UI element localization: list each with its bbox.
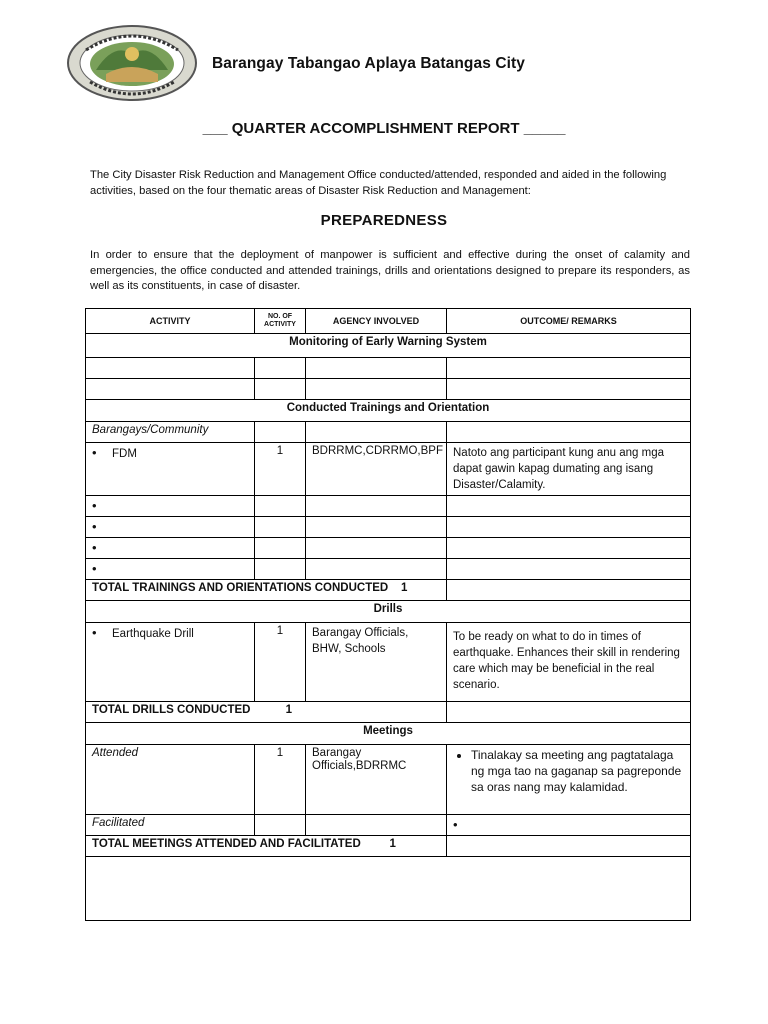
meetings-attended-agency: Barangay Officials,BDRRMC: [306, 745, 447, 815]
bullet-icon: [453, 820, 473, 832]
organization-name: Barangay Tabangao Aplaya Batangas City: [212, 55, 526, 72]
trainings-total-cell: [86, 580, 447, 601]
bullet-icon: [92, 522, 112, 534]
table-row: [86, 745, 691, 815]
bullet-icon: [92, 501, 112, 513]
table-row: [86, 559, 691, 580]
trainings-subheader: Barangays/Community: [86, 422, 255, 443]
report-title: ___ QUARTER ACCOMPLISHMENT REPORT _____: [202, 120, 566, 137]
drills-total-value: 1: [285, 704, 293, 716]
meetings-group-row: [86, 723, 691, 745]
training-activity: FDM: [112, 448, 137, 460]
header-outcome: OUTCOME/ REMARKS: [447, 309, 691, 334]
trainings-subheader-row: [86, 422, 691, 443]
barangay-seal-icon: [66, 24, 198, 102]
meetings-title: Meetings: [86, 723, 691, 745]
drills-total-label: TOTAL DRILLS CONDUCTED: [92, 704, 251, 716]
table-row: [86, 815, 691, 836]
drill-activity: Earthquake Drill: [112, 628, 194, 640]
meetings-attended-count: 1: [255, 745, 306, 815]
trainings-total-value: 1: [401, 582, 408, 594]
drill-remarks: To be ready on what to do in times of earthquake. Enhances their skill in rendering care which may be beneficial in the real scenario.: [447, 623, 691, 702]
bullet-icon: [92, 628, 112, 640]
training-activity-cell: [86, 443, 255, 496]
header-agency: AGENCY INVOLVED: [306, 309, 447, 334]
drill-activity-cell: [86, 623, 255, 702]
table-row: [86, 517, 691, 538]
table-row: [86, 496, 691, 517]
header-no-of-activity: NO. OF ACTIVITY: [255, 309, 306, 334]
table-header-row: [86, 309, 691, 334]
table-row: [86, 538, 691, 559]
drills-total-row: [86, 702, 691, 723]
meetings-facilitated-label: Facilitated: [86, 815, 255, 836]
training-remarks: Natoto ang participant kung anu ang mga dapat gawin kapag dumating ang isang Disaster/Calamity.: [447, 443, 691, 496]
meetings-total-row: [86, 836, 691, 857]
table-row: [86, 623, 691, 702]
monitoring-title: Monitoring of Early Warning System: [86, 334, 691, 358]
table-row: [86, 358, 691, 379]
bullet-icon: [92, 543, 112, 555]
trainings-group-row: [86, 400, 691, 422]
meetings-attended-remarks: • Tinalakay sa meeting ang pagtatalaga ng mga tao na gaganap sa pagreponde sa oras nang may kalamidad.: [471, 747, 684, 795]
intro-paragraph: The City Disaster Risk Reduction and Management Office conducted/attended, responded and aided in the following activities, based on the four thematic areas of Disaster Risk Reduction and Management:: [90, 169, 667, 197]
meetings-total-cell: [86, 836, 447, 857]
training-count: 1: [255, 443, 306, 496]
trainings-title: Conducted Trainings and Orientation: [86, 400, 691, 422]
header-activity: ACTIVITY: [86, 309, 255, 334]
meetings-total-value: 1: [389, 838, 396, 850]
trainings-total-row: [86, 580, 691, 601]
accomplishment-table: [85, 308, 691, 921]
meetings-attended-label: Attended: [86, 745, 255, 815]
training-agency: BDRRMC,CDRRMO,BPF: [306, 443, 447, 496]
drill-agency: Barangay Officials, BHW, Schools: [306, 623, 447, 702]
meetings-total-label: TOTAL MEETINGS ATTENDED AND FACILITATED: [92, 838, 361, 850]
monitoring-group-row: [86, 334, 691, 358]
drills-group-row: [86, 601, 691, 623]
bullet-icon: [92, 564, 112, 576]
table-row: [86, 379, 691, 400]
bullet-icon: [92, 448, 112, 460]
report-header: [0, 0, 768, 110]
section-title: PREPAREDNESS: [320, 212, 448, 229]
table-row: [86, 857, 691, 921]
preparedness-paragraph: In order to ensure that the deployment of manpower is sufficient and effective during the onset of calamity and emergencies, the office conducted and attended trainings, drills and orientations designed to prepare its responders, as well as its constituents, in case of disaster.: [90, 249, 690, 292]
drills-title: Drills: [86, 601, 691, 623]
table-row: [86, 443, 691, 496]
drills-total-cell: [86, 702, 447, 723]
drill-count: 1: [255, 623, 306, 702]
meetings-attended-remarks-cell: [447, 745, 691, 815]
trainings-total-label: TOTAL TRAININGS AND ORIENTATIONS CONDUCTED: [92, 582, 389, 594]
